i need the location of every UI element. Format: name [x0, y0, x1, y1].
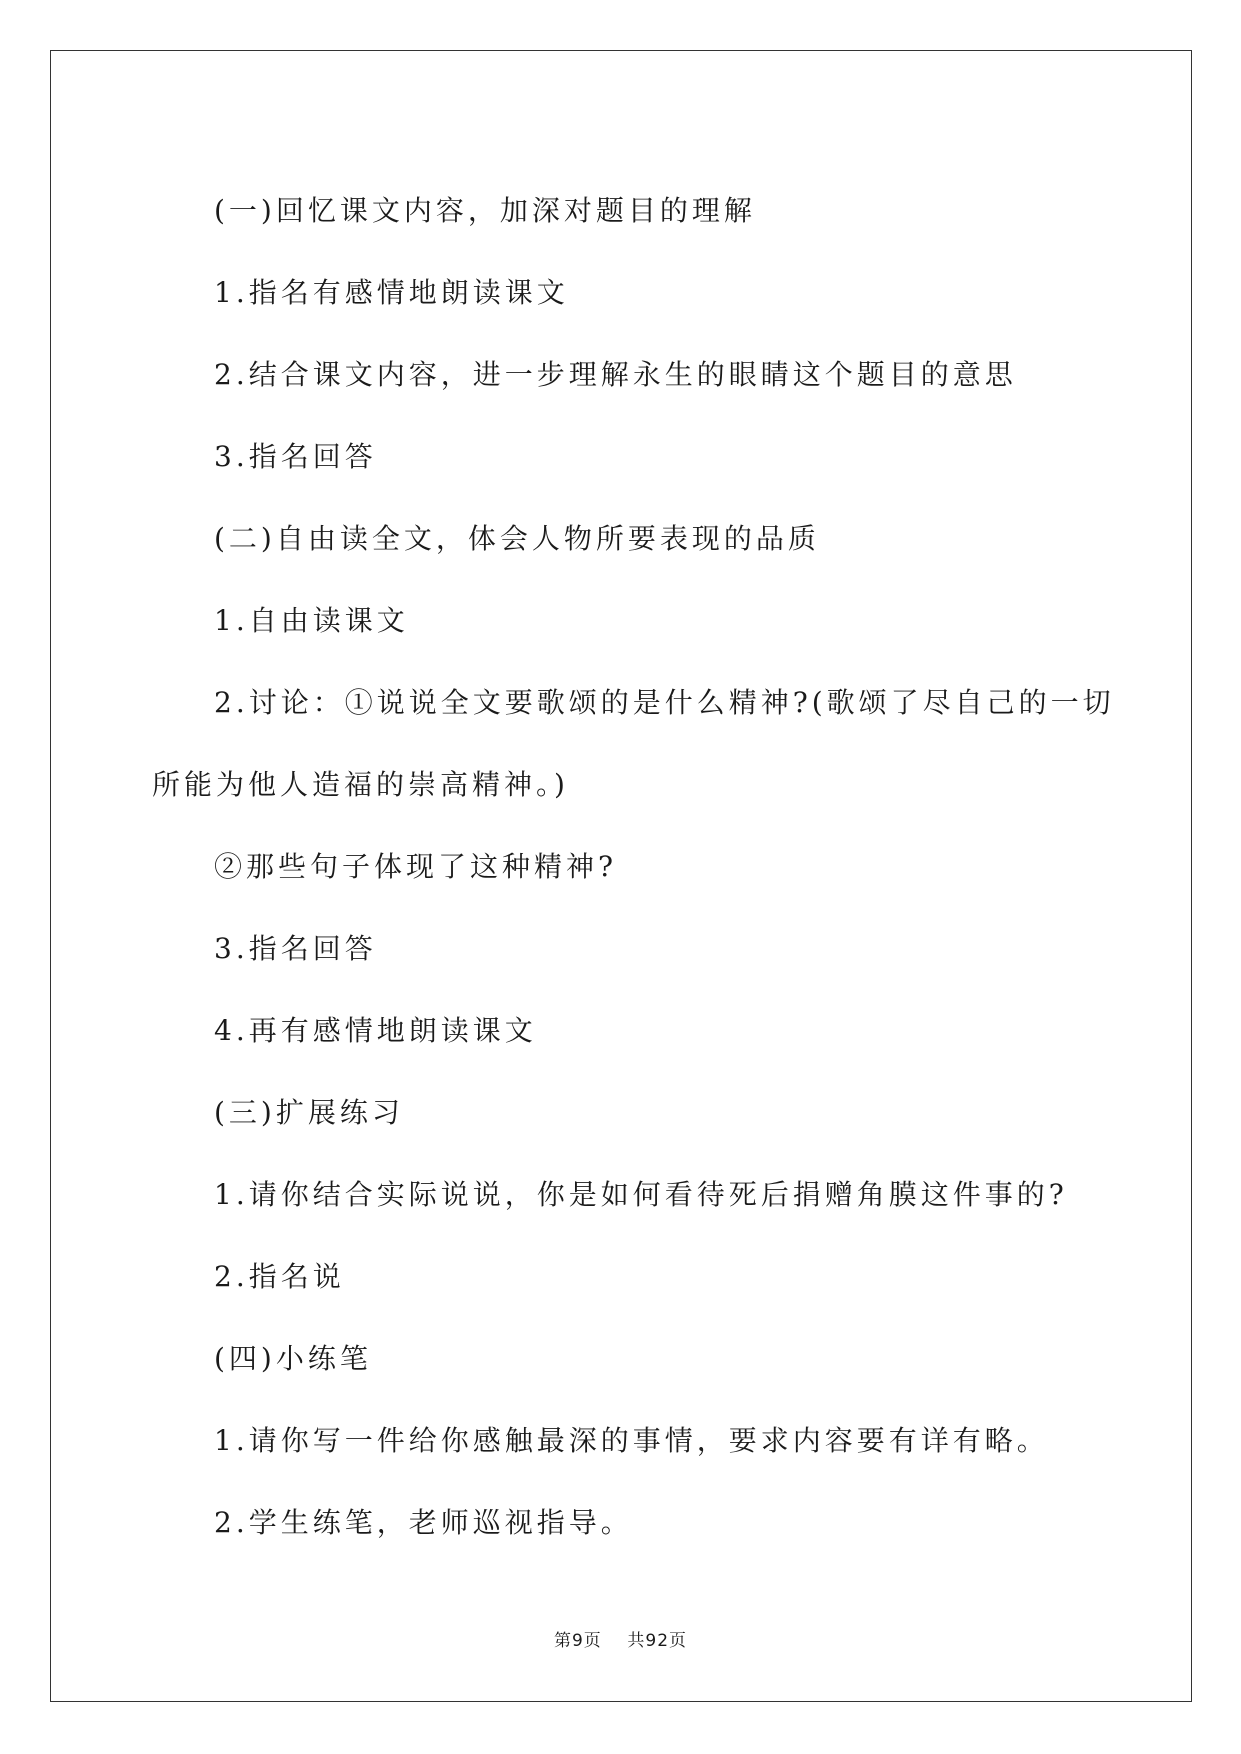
section-heading: (三)扩展练习: [214, 1096, 404, 1129]
page-footer: [0, 1626, 1241, 1651]
current-page-number: 9: [571, 1631, 584, 1651]
section-heading: (二)自由读全文，体会人物所要表现的品质: [214, 522, 820, 555]
list-item: 4.再有感情地朗读课文: [214, 1014, 537, 1047]
list-item: 3.指名回答: [214, 932, 377, 965]
list-item: 1.自由读课文: [214, 604, 409, 637]
list-item: 3.指名回答: [214, 440, 377, 473]
page-label-prefix: 第: [553, 1631, 572, 1651]
list-item: 2.指名说: [214, 1260, 345, 1293]
list-item: 2.学生练笔，老师巡视指导。: [214, 1506, 633, 1539]
list-item-continuation: 所能为他人造福的崇高精神。): [152, 768, 569, 801]
total-label-prefix: 共: [627, 1631, 646, 1651]
section-heading: (四)小练笔: [214, 1342, 372, 1375]
list-item: 1.指名有感情地朗读课文: [214, 276, 569, 309]
section-heading: (一)回忆课文内容，加深对题目的理解: [214, 194, 756, 227]
list-item: 1.请你写一件给你感触最深的事情，要求内容要有详有略。: [214, 1424, 1049, 1457]
document-body: [152, 170, 1115, 1564]
page-label-suffix: 页: [583, 1631, 602, 1651]
total-label-suffix: 页: [669, 1631, 688, 1651]
list-item: 1.请你结合实际说说，你是如何看待死后捐赠角膜这件事的?: [214, 1178, 1068, 1211]
list-item: 2.讨论：①说说全文要歌颂的是什么精神?(歌颂了尽自己的一切: [214, 686, 1115, 719]
list-item: 2.结合课文内容，进一步理解永生的眼睛这个题目的意思: [214, 358, 1017, 391]
total-page-count: 92: [645, 1631, 670, 1651]
list-item: ②那些句子体现了这种精神?: [214, 850, 618, 883]
